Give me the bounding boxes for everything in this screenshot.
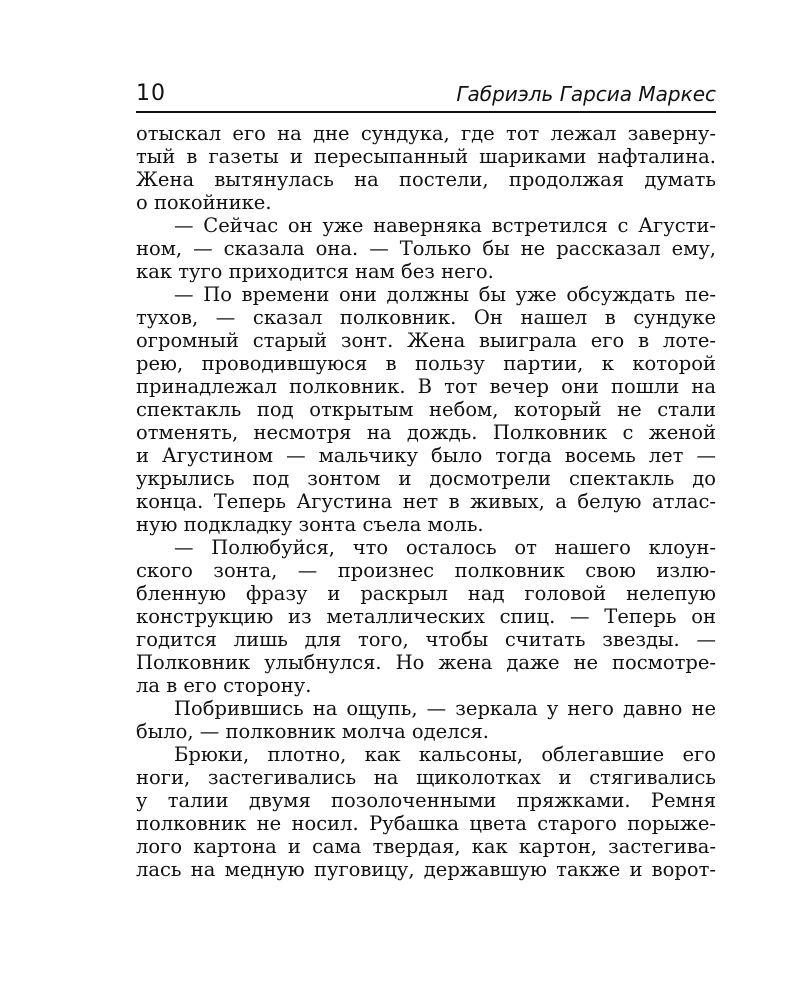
text-line: Полковник улыбнулся. Но жена даже не посмотре-: [136, 651, 716, 674]
running-title: Габриэль Гарсиа Маркес: [456, 82, 716, 106]
text-line: лого картона и сама твердая, как картон, застегива-: [136, 835, 716, 858]
text-line: огромный старый зонт. Жена выиграла его в лоте-: [136, 329, 716, 352]
text-line: ла в его сторону.: [136, 674, 312, 697]
text-line: — Полюбуйся, что осталось от нашего клоун-: [174, 536, 716, 559]
text-line: и Агустином — мальчику было тогда восемь лет —: [136, 444, 716, 467]
header-divider: [136, 111, 716, 113]
text-line: — Сейчас он уже наверняка встретился с Агусти-: [174, 214, 716, 237]
text-line: Жена вытянулась на постели, продолжая думать: [136, 168, 716, 191]
text-line: полковник не носил. Рубашка цвета старого порыже-: [136, 812, 716, 835]
text-line: тухов, — сказал полковник. Он нашел в сундуке: [136, 306, 716, 329]
text-line: отыскал его на дне сундука, где тот лежал заверну-: [136, 122, 716, 145]
text-line: бленную фразу и раскрыл над головой нелепую: [136, 582, 716, 605]
text-line: конструкцию из металлических спиц. — Теперь он: [136, 605, 716, 628]
text-line: у талии двумя позолоченными пряжками. Ремня: [136, 789, 716, 812]
text-line: — По времени они должны бы уже обсуждать пе-: [174, 283, 716, 306]
text-line: ноги, застегивались на щиколотках и стягивались: [136, 766, 716, 789]
text-line: ную подкладку зонта съела моль.: [136, 513, 484, 536]
text-line: Брюки, плотно, как кальсоны, облегавшие его: [174, 743, 716, 766]
text-line: ского зонта, — произнес полковник свою излю-: [136, 559, 716, 582]
text-line: рею, проводившуюся в пользу партии, к которой: [136, 352, 716, 375]
text-line: о покойнике.: [136, 191, 272, 214]
text-line: как туго приходится нам без него.: [136, 260, 494, 283]
running-head: [136, 80, 716, 108]
text-line: спектакль под открытым небом, который не стали: [136, 398, 716, 421]
text-line: принадлежал полковник. В тот вечер они пошли на: [136, 375, 716, 398]
text-line: годится лишь для того, чтобы считать звезды. —: [136, 628, 716, 651]
text-line: укрылись под зонтом и досмотрели спектакль до: [136, 467, 716, 490]
text-line: тый в газеты и пересыпанный шариками нафталина.: [136, 145, 716, 168]
text-line: лась на медную пуговицу, державшую также и ворот-: [136, 858, 716, 881]
text-line: конца. Теперь Агустина нет в живых, а белую атлас-: [136, 490, 716, 513]
body-text: [136, 122, 716, 881]
text-line: было, — полковник молча оделся.: [136, 720, 489, 743]
text-line: Побрившись на ощупь, — зеркала у него давно не: [174, 697, 716, 720]
text-line: отменять, несмотря на дождь. Полковник с женой: [136, 421, 716, 444]
page-number: 10: [136, 81, 166, 106]
text-line: ном, — сказала она. — Только бы не рассказал ему,: [136, 237, 716, 260]
